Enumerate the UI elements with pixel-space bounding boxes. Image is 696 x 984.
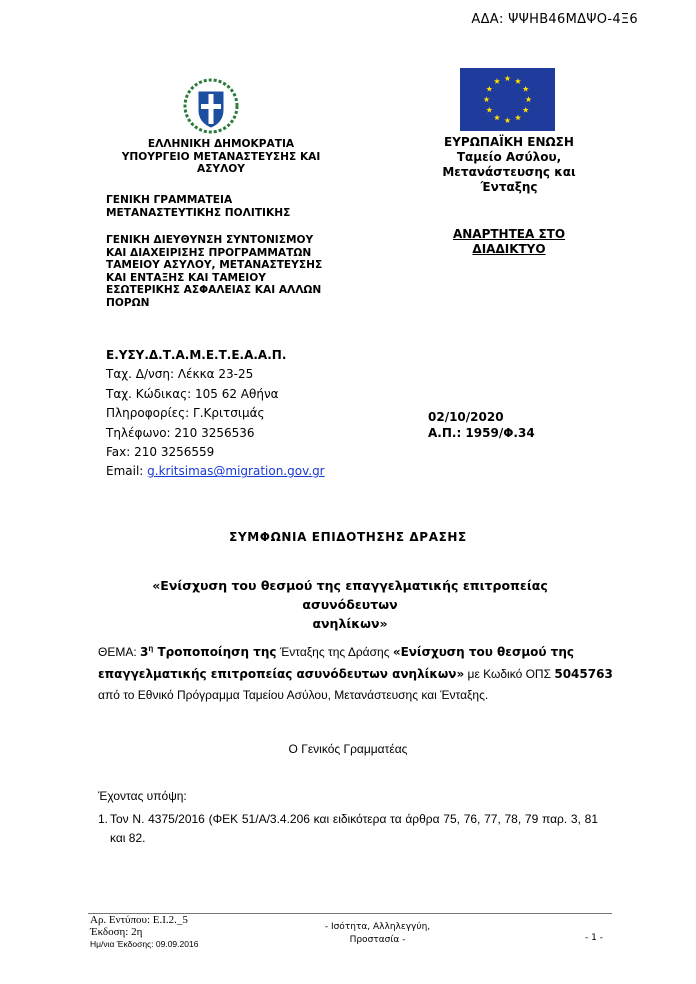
post-line: ΔΙΑΔΙΚΤΥΟ (472, 242, 546, 256)
subject-line-1 (98, 638, 598, 664)
eu-star-icon (486, 86, 492, 92)
directorate-line: ΠΟΡΩΝ (106, 296, 150, 309)
eu-flag-icon (460, 68, 555, 131)
subject-bold: 5045763 (554, 666, 613, 681)
eu-star-icon (486, 107, 492, 113)
subtitle-line: ανηλίκων» (312, 616, 388, 631)
directorate-line: ΚΑΙ ΔΙΑΧΕΙΡΙΣΗΣ ΠΡΟΓΡΑΜΜΑΤΩΝ (106, 246, 312, 259)
ministry-line: ΥΠΟΥΡΓΕΙΟ ΜΕΤΑΝΑΣΤΕΥΣΗΣ ΚΑΙ (121, 150, 321, 163)
subject-text: με Κωδικό ΟΠΣ (464, 666, 555, 681)
subject-label: ΘΕΜΑ: (98, 645, 141, 659)
contact-phone: Τηλέφωνο: 210 3256536 (106, 425, 255, 440)
subject-bold: επαγγελματικής επιτροπείας ασυνόδευτων ανηλίκων» (98, 666, 465, 681)
eu-star-icon (515, 114, 521, 120)
subject-line-3: από το Εθνικό Πρόγραμμα Ταμείου Ασύλου, Μετανάστευσης και Ένταξης. (98, 688, 489, 702)
footer-edition: Έκδοση: 2η (90, 926, 143, 938)
subject-bold: «Ενίσχυση του θεσμού της (392, 645, 574, 659)
directorate-line: ΚΑΙ ΕΝΤΑΞΗΣ ΚΑΙ ΤΑΜΕΙΟΥ (106, 271, 266, 284)
contact-postcode: Ταχ. Κώδικας: 105 62 Αθήνα (106, 386, 279, 401)
contact-org: Ε.ΥΣΥ.Δ.Τ.Α.Μ.Ε.Τ.Ε.Α.Α.Π. (106, 348, 287, 362)
ministry-line: ΕΛΛΗΝΙΚΗ ΔΗΜΟΚΡΑΤΙΑ (147, 138, 295, 150)
list-item-number: 1. (98, 812, 109, 826)
doc-title: ΣΥΜΦΩΝΙΑ ΕΠΙΔΟΤΗΣΗΣ ΔΡΑΣΗΣ (229, 530, 467, 544)
eu-star-icon (483, 96, 489, 102)
subject-line-2 (98, 664, 613, 686)
ada-code: ΑΔΑ: ΨΨΗΒ46ΜΔΨΟ-4Ξ6 (471, 12, 638, 27)
eu-star-icon (494, 114, 500, 120)
eu-line: Ένταξης (480, 180, 538, 194)
post-online-notice (420, 227, 598, 257)
subject-bold: Τροποποίηση της (153, 645, 277, 659)
footer-form-info (90, 914, 198, 950)
eu-line: Μετανάστευσης και (442, 165, 576, 179)
footer-form-no: Αρ. Εντύπου: Ε.Ι.2._5 (90, 914, 188, 926)
contact-info: Πληροφορίες: Γ.Κριτσιμάς (106, 406, 265, 421)
subject-text: Ένταξης της Δράσης (276, 645, 393, 659)
eu-star-icon (525, 96, 531, 102)
doc-date: 02/10/2020 (428, 410, 504, 424)
footer-edition-date: Ημ/νια Έκδοσης: 09.09.2016 (90, 939, 199, 949)
subject-sup: η (148, 644, 154, 653)
directorate-line: ΓΕΝΙΚΗ ΔΙΕΥΘΥΝΣΗ ΣΥΝΤΟΝΙΣΜΟΥ (106, 234, 314, 246)
subtitle-line: «Ενίσχυση του θεσμού της επαγγελματικής επιτροπείας ασυνόδευτων (152, 578, 548, 612)
directorate-line: ΕΣΩΤΕΡΙΚΗΣ ΑΣΦΑΛΕΙΑΣ ΚΑΙ ΑΛΛΩΝ (106, 284, 322, 297)
eu-star-icon (504, 117, 510, 123)
date-ref-block (428, 409, 535, 441)
subject-paragraph (98, 638, 613, 707)
list-item-text: Τον Ν. 4375/2016 (ΦΕΚ 51/Α/3.4.206 και ειδικότερα τα άρθρα 75, 76, 77, 78, 79 παρ. 3, 81 και 82. (110, 812, 598, 845)
doc-subtitle (110, 576, 590, 633)
secretariat-header (106, 194, 336, 219)
secretary-general: Ο Γενικός Γραμματέας (288, 742, 408, 756)
contact-email-row (106, 462, 325, 481)
eu-star-icon (494, 78, 500, 84)
subject-bold: 3 (140, 645, 149, 659)
page-number: - 1 - (585, 933, 603, 943)
contact-block (106, 346, 325, 482)
motto-line: Προστασία - (349, 935, 406, 945)
ministry-header (106, 138, 336, 176)
having-regard: Έχοντας υπόψη: (98, 789, 187, 803)
eu-star-icon (515, 78, 521, 84)
greek-coat-of-arms-icon (183, 78, 239, 134)
eu-star-icon (504, 75, 510, 81)
directorate-line: ΤΑΜΕΙΟΥ ΑΣΥΛΟΥ, ΜΕΤΑΝΑΣΤΕΥΣΗΣ (106, 259, 323, 272)
eu-star-icon (523, 107, 529, 113)
post-line: ΑΝΑΡΤΗΤΕΑ ΣΤΟ (452, 227, 566, 241)
secretariat-line: ΓΕΝΙΚΗ ΓΡΑΜΜΑΤΕΙΑ (106, 194, 233, 206)
secretariat-line: ΜΕΤΑΝΑΣΤΕΥΤΙΚΗΣ ΠΟΛΙΤΙΚΗΣ (106, 206, 291, 219)
eu-line: Ταμείο Ασύλου, (456, 150, 562, 164)
contact-address: Ταχ. Δ/νση: Λέκκα 23-25 (106, 367, 254, 382)
eu-star-icon (523, 86, 529, 92)
footer-motto (310, 921, 445, 947)
eu-line: ΕΥΡΩΠΑΪΚΗ ΕΝΩΣΗ (444, 135, 574, 149)
email-link[interactable]: g.kritsimas@migration.gov.gr (147, 464, 325, 479)
eu-header (420, 135, 598, 195)
email-label: Email: (106, 464, 148, 479)
contact-fax: Fax: 210 3256559 (106, 445, 215, 460)
doc-ref: Α.Π.: 1959/Φ.34 (428, 426, 535, 440)
directorate-header (106, 234, 336, 310)
ministry-line: ΑΣΥΛΟΥ (197, 163, 245, 176)
motto-line: - Ισότητα, Αλληλεγγύη, (324, 922, 431, 932)
